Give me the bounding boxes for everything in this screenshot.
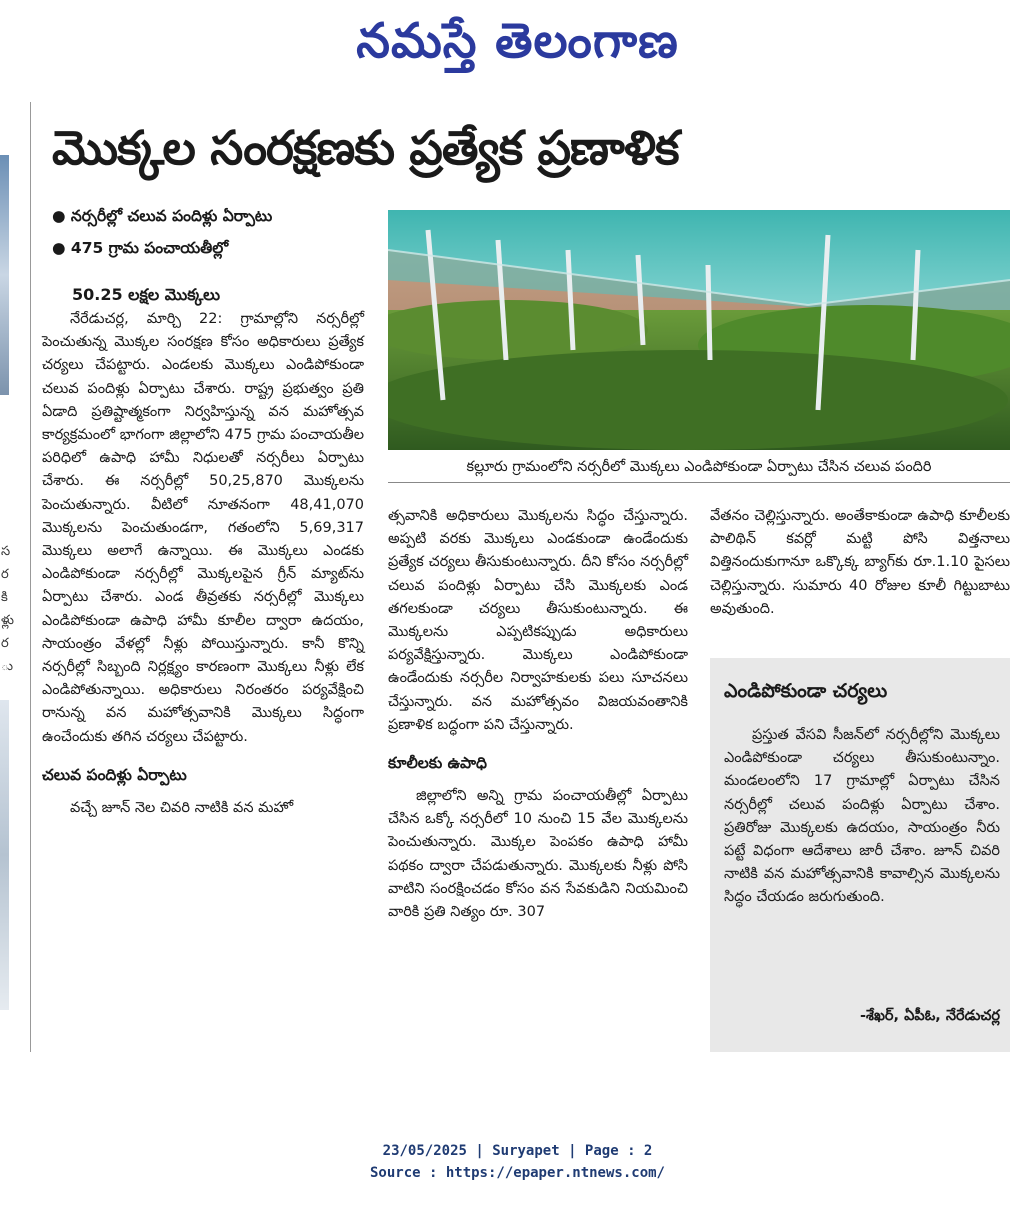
paragraph: వచ్చే జూన్ నెల చివరి నాటికి వన మహో	[70, 799, 294, 816]
quote-box-body: ప్రస్తుత వేసవి సీజన్‌లో నర్సరీల్లోని మొక్కలు ఎండిపోకుండా చర్యలు తీసుకుంటున్నాం. మండలంలోని 17 గ్రామాల్లో ఏర్పాటు చేసిన నర్సరీల్లో చలువ పందిళ్లు ఏర్పాటు చేశాం. ప్రతిరోజు మొక్కలకు ఉదయం, సాయంత్రం నీరు పట్టే విధంగా ఆదేశాలు జారీ చేశాం. జూన్ చివరి నాటికి వన మహోత్సవానికి కావాల్సిన మొక్కలను సిద్ధం చేయడం జరుగుతుంది.	[724, 727, 1000, 906]
quote-signature: -శేఖర్, ఏపీఓ, నేరేడుచర్ల	[859, 1008, 1000, 1024]
article-headline: మొక్కల సంరక్షణకు ప్రత్యేక ప్రణాళిక	[52, 121, 679, 176]
section-heading: కూలీలకు ఉపాధి	[388, 754, 487, 773]
article-column-3	[710, 505, 1010, 621]
adjacent-text-edge	[1, 540, 14, 678]
edge-char: ు	[1, 659, 14, 674]
bullet-item: ● 475 గ్రామ పంచాయతీల్లో	[52, 239, 229, 257]
adjacent-photo-edge-lower	[0, 700, 9, 1010]
article-column-2	[388, 505, 688, 924]
article-column-1	[42, 308, 364, 820]
edge-char: కి	[1, 590, 8, 605]
quote-box-heading: ఎండిపోకుండా చర్యలు	[724, 680, 888, 702]
footer-source[interactable]: Source : https://epaper.ntnews.com/	[369, 1165, 665, 1181]
column-divider	[30, 102, 31, 1052]
paragraph: త్సవానికి అధికారులు మొక్కలను సిద్ధం చేస్తున్నారు. అప్పటి వరకు మొక్కలు ఎండకుండా ఉండేందుకు ప్రత్యేక చర్యలు తీసుకుంటున్నారు. దీని కోసం నర్సరీల్లో చలువ పందిళ్లు ఏర్పాటు చేసి మొక్కలకు ఎండ తగలకుండా చర్యలు తీసుకుంటున్నారు. ఈ మొక్కలను ఎప్పటికప్పుడు అధికారులు పర్యవేక్షిస్తున్నారు. మొక్కలు ఎండిపోకుండా ఉండేందుకు నర్సరీల నిర్వాహకులకు పలు సూచనలు చేస్తున్నారు. వన మహోత్సవం విజయవంతానికి ప్రణాళిక బద్ధంగా పని చేస్తున్నారు.	[388, 508, 688, 733]
bullet-item: ● నర్సరీల్లో చలువ పందిళ్లు ఏర్పాటు	[52, 207, 273, 225]
paragraph: వేతనం చెల్లిస్తున్నారు. అంతేకాకుండా ఉపాధి కూలీలకు పాలిథిన్ కవర్లో మట్టి పోసి విత్తనాలు విత్తినందుకుగానూ ఒక్కొక్క బ్యాగ్‌కు రూ.1.10 పైసలు చెల్లిస్తున్నారు. సుమారు 40 రోజుల కూలీ గిట్టుబాటు అవుతుంది.	[710, 508, 1010, 617]
section-heading: చలువ పందిళ్లు ఏర్పాటు	[42, 765, 187, 784]
page-footer	[0, 1140, 1035, 1184]
paragraph: జిల్లాలోని అన్ని గ్రామ పంచాయతీల్లో ఏర్పాటు చేసిన ఒక్కో నర్సరీలో 10 నుంచి 15 వేల మొక్కలను పెంచుతున్నారు. మొక్కల పెంపకం ఉపాధి హామీ పథకం ద్వారా చేపడుతున్నారు. మొక్కలకు నీళ్లు పోసి వాటిని సంరక్షించడం కోసం వన సేవకుడిని నియమించి వారికి ప్రతి నిత్యం రూ. 307	[388, 788, 688, 921]
sub-bullet: 50.25 లక్షల మొక్కలు	[72, 285, 220, 304]
highlight-bullets	[52, 200, 382, 264]
quote-box	[710, 658, 1010, 1052]
adjacent-article-edge	[0, 100, 14, 1060]
edge-char: ళ్లు	[1, 613, 14, 628]
nursery-shade-net-image	[388, 210, 1010, 450]
masthead-title: నమస్తే తెలంగాణ	[356, 13, 679, 69]
photo-caption: కల్లూరు గ్రామంలోని నర్సరీలో మొక్కలు ఎండిపోకుండా ఏర్పాటు చేసిన చలువ పందిరి	[388, 452, 1010, 483]
edge-char: స	[1, 544, 11, 559]
nursery-photo	[388, 210, 1010, 450]
edge-char: ర	[1, 567, 9, 582]
adjacent-photo-edge	[0, 155, 9, 395]
footer-date-edition: 23/05/2025 | Suryapet | Page : 2	[382, 1143, 653, 1159]
edge-char: ర	[1, 636, 9, 651]
paragraph: నేరేడుచర్ల, మార్చి 22: గ్రామాల్లోని నర్సరీల్లో పెంచుతున్న మొక్కల సంరక్షణ కోసం అధికారులు ప్రత్యేక చర్యలు చేపట్టారు. ఎండలకు మొక్కలు ఎండిపోకుండా చలువ పందిళ్లు ఏర్పాటు చేశారు. రాష్ట్ర ప్రభుత్వం ప్రతి ఏడాది ప్రతిష్టాత్మకంగా నిర్వహిస్తున్న వన మహోత్సవ కార్యక్రమంలో భాగంగా జిల్లాలోని 475 గ్రామ పంచాయతీల పరిధిలో ఉపాధి హామీ నిధులతో నర్సరీలు ఏర్పాటు చేశారు. ఈ నర్సరీల్లో 50,25,870 మొక్కలను పెంచుతున్నారు. వీటిలో నూతనంగా 48,41,070 మొక్కలను పెంచుతుండగా, గతంలోని 5,69,317 మొక్కలు అలాగే ఉన్నాయి. ఈ మొక్కలు ఎండకు ఎండిపోకుండా నర్సరీల్లో మొక్కలపైన గ్రీన్ మ్యాట్‌ను ఏర్పాటు చేశారు. ఎండ తీవ్రతకు నర్సరీల్లో మొక్కలు ఎండిపోకుండా ఉపాధి హామీ కూలీల ద్వారా ఉదయం, సాయంత్రం వేళల్లో నీళ్లు పోయిస్తున్నారు. కానీ కొన్ని నర్సరీల్లో సిబ్బంది నిర్లక్ష్యం కారణంగా మొక్కలు నీళ్లు లేక ఎండిపోతున్నాయి. అధికారులు నిరంతరం పర్యవేక్షించి రానున్న వన మహోత్సవానికి మొక్కలు సిద్ధంగా ఉంచేందుకు తగిన చర్యలు చేపట్టారు.	[42, 311, 364, 745]
